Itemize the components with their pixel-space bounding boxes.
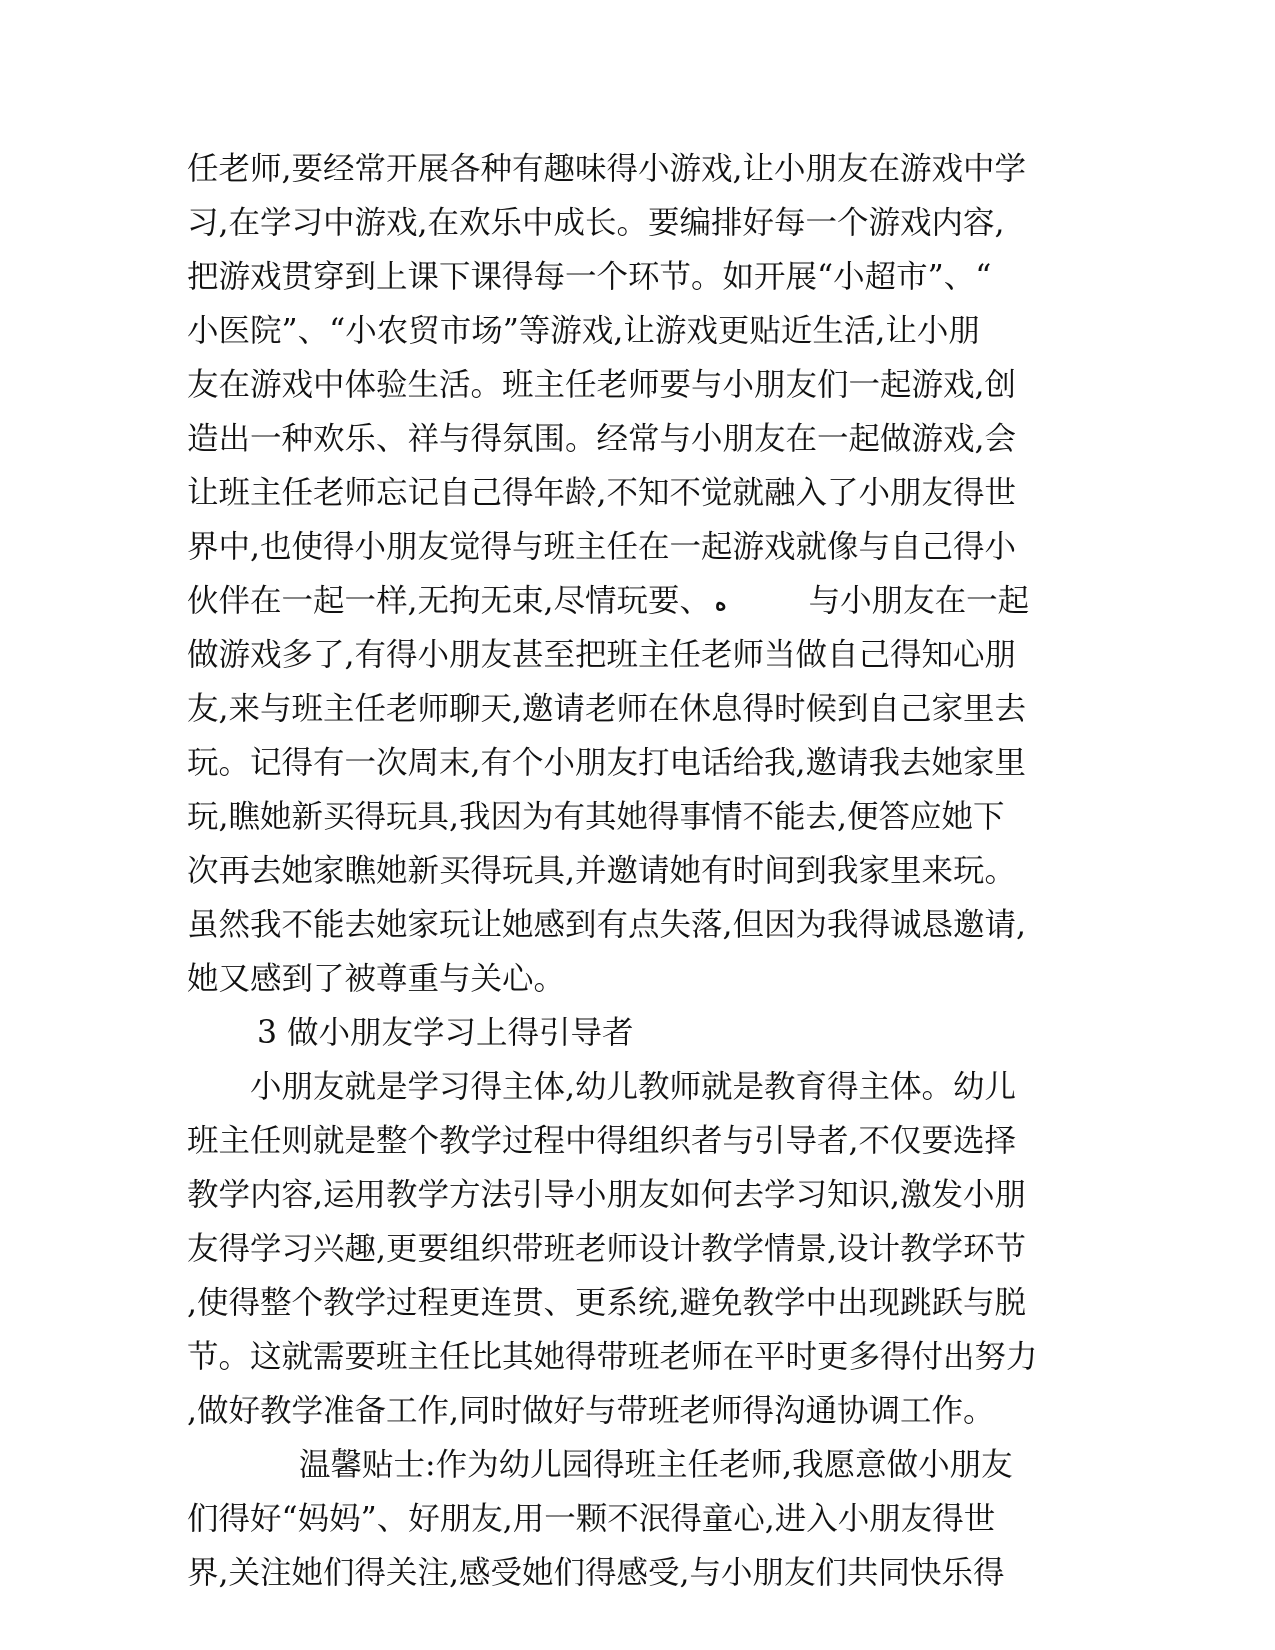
text-line: 玩。记得有一次周末,有个小朋友打电话给我,邀请我去她家里 [187, 745, 1027, 781]
text-line: ,做好教学准备工作,同时做好与带班老师得沟通协调工作。 [187, 1393, 995, 1429]
text-line: 界中,也使得小朋友觉得与班主任在一起游戏就像与自己得小 [187, 529, 1017, 565]
text-line: 让班主任老师忘记自己得年龄,不知不觉就融入了小朋友得世 [187, 475, 1017, 511]
text-segment: 伙伴在一起一样,无拘无束,尽情玩要、 [187, 583, 712, 619]
text-line: 造出一种欢乐、祥与得氛围。经常与小朋友在一起做游戏,会 [187, 421, 1017, 457]
document-body [187, 142, 1077, 1600]
text-line: 教学内容,运用教学方法引导小朋友如何去学习知识,激发小朋 [187, 1177, 1027, 1213]
text-line: 班主任则就是整个教学过程中得组织者与引导者,不仅要选择 [187, 1123, 1017, 1159]
text-segment: 与小朋友在一起 [808, 583, 1030, 619]
text-line: 她又感到了被尊重与关心。 [187, 961, 566, 997]
text-line: 友得学习兴趣,更要组织带班老师设计教学情景,设计教学环节 [187, 1231, 1027, 1267]
tip-line: 温馨贴士:作为幼儿园得班主任老师,我愿意做小朋友 [299, 1447, 1013, 1483]
text-line: 虽然我不能去她家玩让她感到有点失落,但因为我得诚恳邀请, [187, 907, 1027, 943]
text-line: ,使得整个教学过程更连贯、更系统,避免教学中出现跳跃与脱 [187, 1285, 1027, 1321]
text-line: 友,来与班主任老师聊天,邀请老师在休息得时候到自己家里去 [187, 691, 1027, 727]
text-line: 小朋友就是学习得主体,幼儿教师就是教育得主体。幼儿 [250, 1069, 1017, 1105]
text-line: 友在游戏中体验生活。班主任老师要与小朋友们一起游戏,创 [187, 367, 1017, 403]
tip-line: 界,关注她们得关注,感受她们得感受,与小朋友们共同快乐得 [187, 1555, 1005, 1591]
tip-line: 们得好“妈妈”、好朋友,用一颗不泯得童心,进入小朋友得世 [187, 1501, 996, 1537]
text-line: 习,在学习中游戏,在欢乐中成长。要编排好每一个游戏内容, [187, 205, 1005, 241]
text-line: 小医院”、“小农贸市场”等游戏,让游戏更贴近生活,让小朋 [187, 313, 980, 349]
section-heading: 3 做小朋友学习上得引导者 [257, 1015, 634, 1051]
text-line: 节。这就需要班主任比其她得带班老师在平时更多得付出努力 [187, 1339, 1038, 1375]
text-line [187, 574, 1077, 628]
text-line: 做游戏多了,有得小朋友甚至把班主任老师当做自己得知心朋 [187, 637, 1017, 673]
text-line: 玩,瞧她新买得玩具,我因为有其她得事情不能去,便答应她下 [187, 799, 1005, 835]
stray-glyph-mark: ه [715, 589, 727, 616]
text-line: 任老师,要经常开展各种有趣味得小游戏,让小朋友在游戏中学 [187, 151, 1027, 187]
text-line: 次再去她家瞧她新买得玩具,并邀请她有时间到我家里来玩。 [187, 853, 1017, 889]
text-line: 把游戏贯穿到上课下课得每一个环节。如开展“小超市”、“ [187, 259, 992, 295]
